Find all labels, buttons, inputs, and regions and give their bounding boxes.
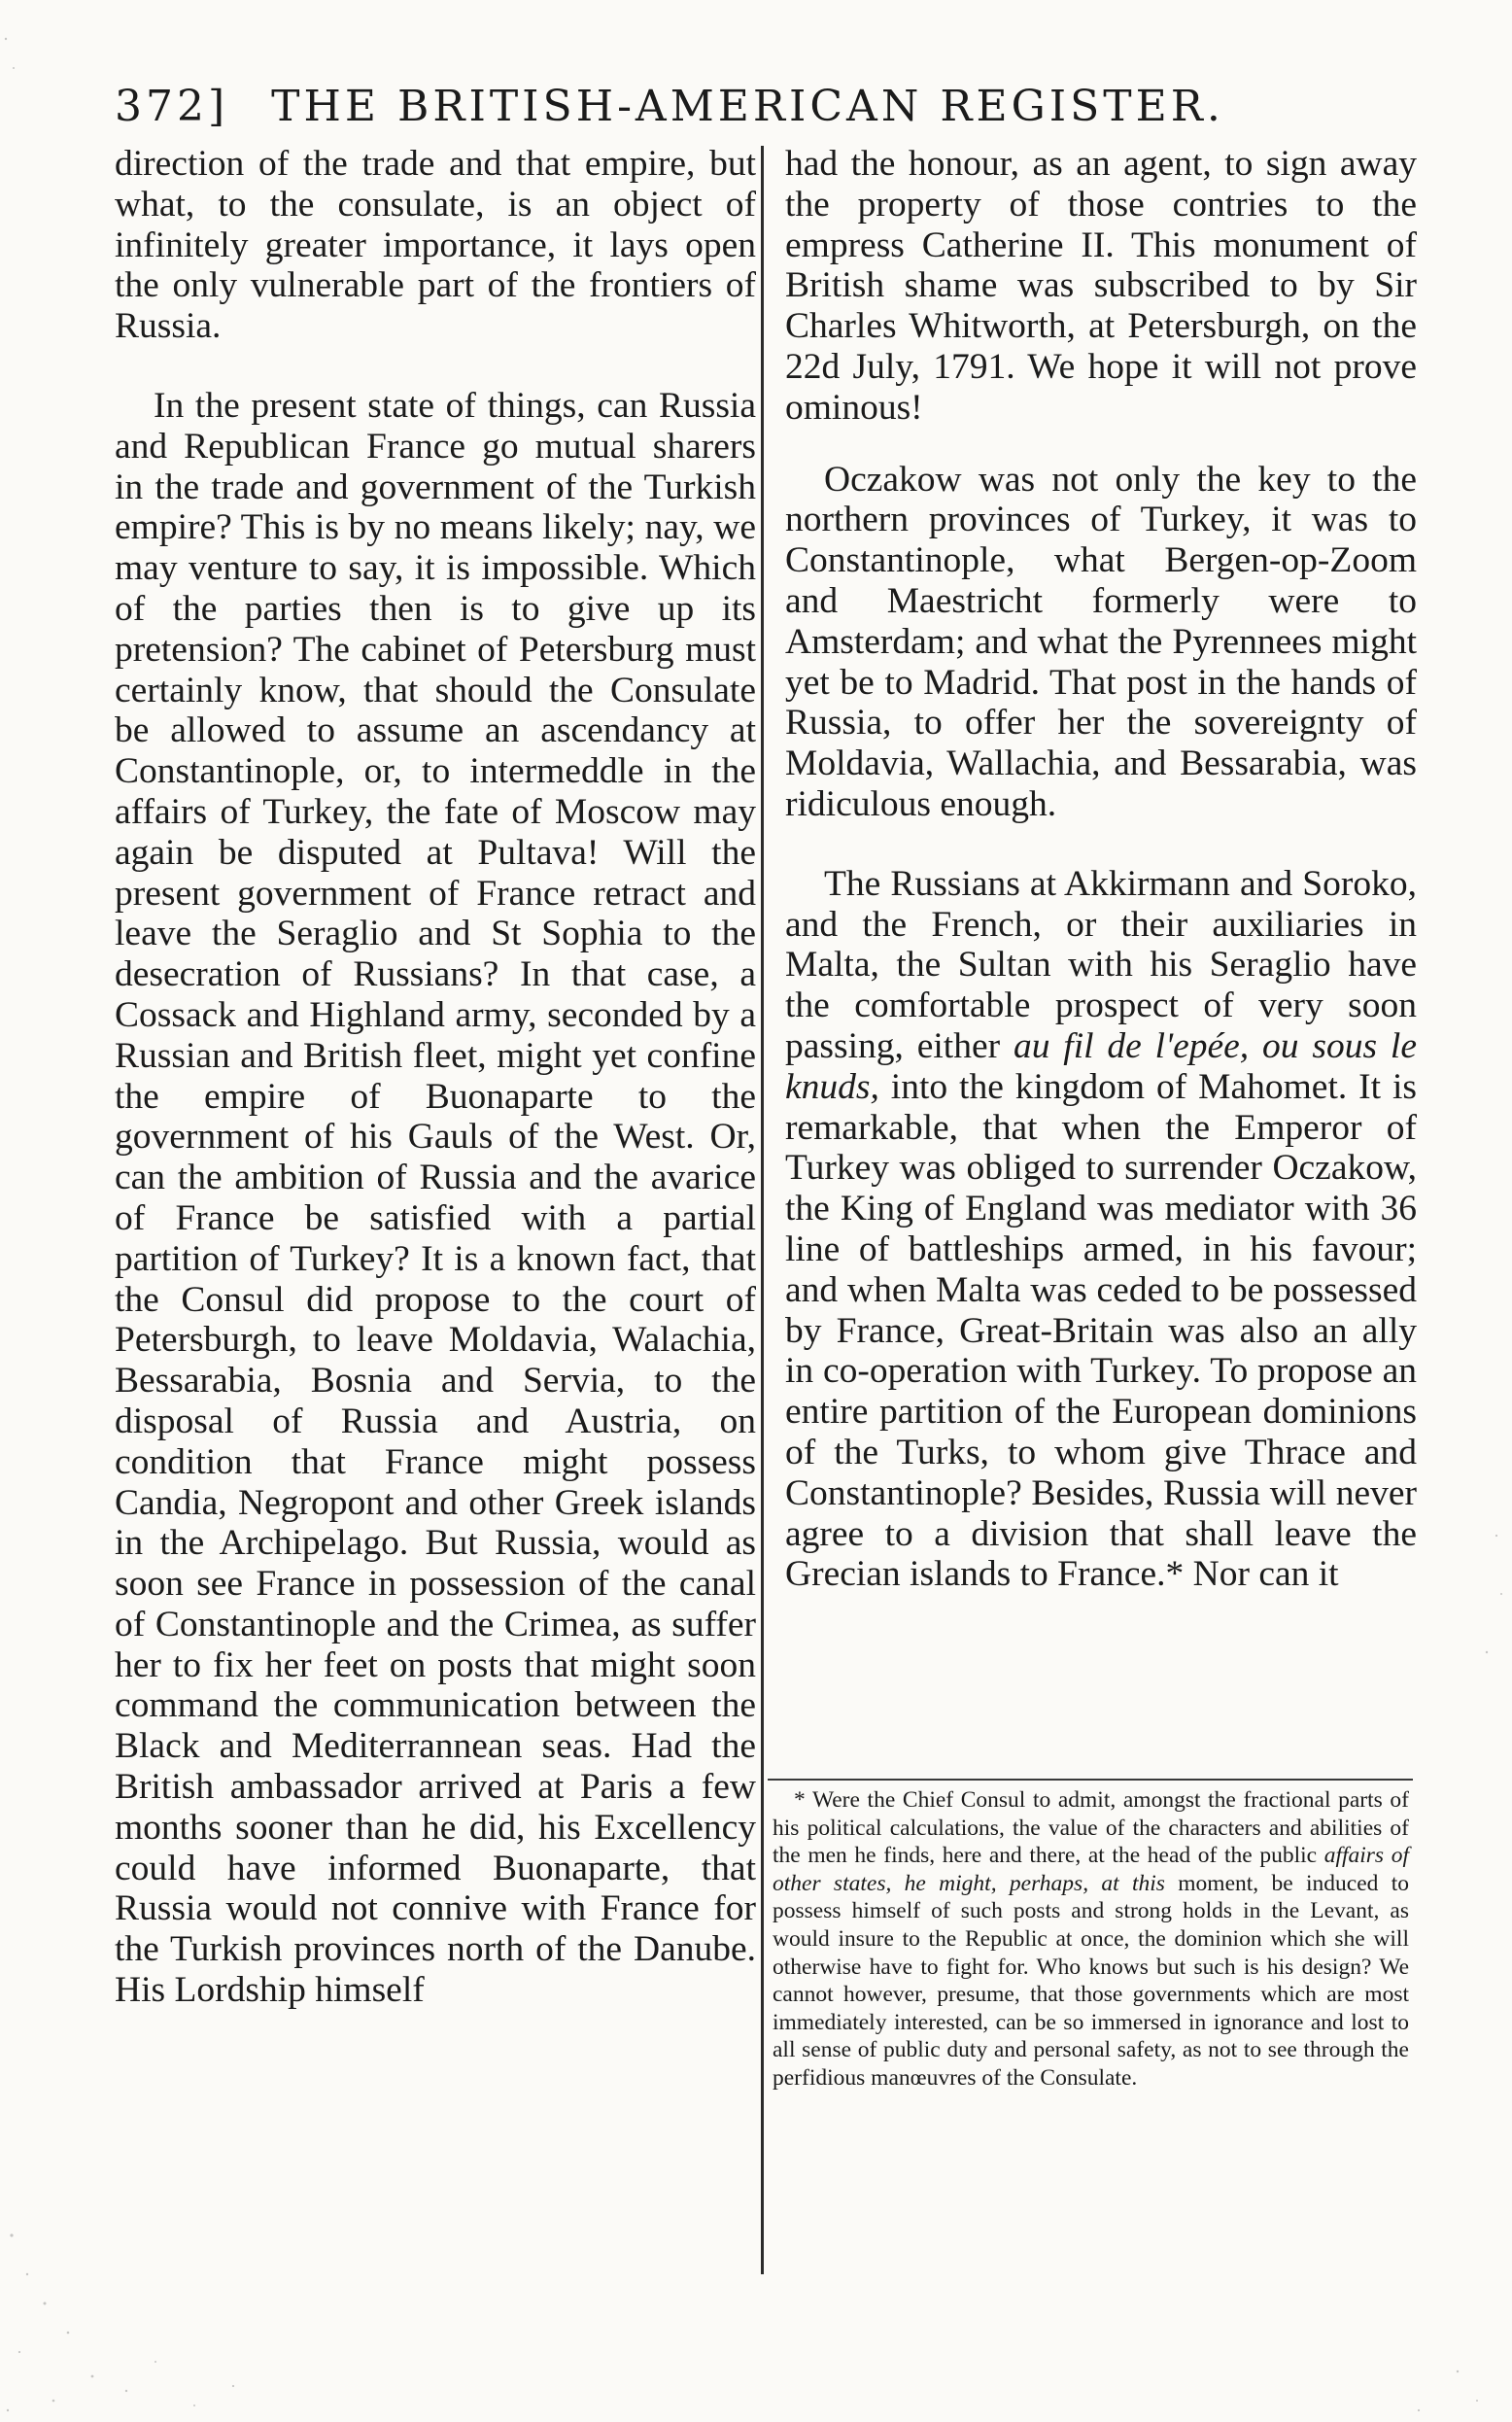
footnote-marker: *: [794, 1787, 806, 1813]
page-number: 372]: [115, 82, 229, 131]
right-paragraph-3: [785, 864, 1417, 1595]
footnote-italic: affairs of other states, he might, perhaps, at this: [773, 1843, 1409, 1896]
left-paragraph-1: direction of the trade and that empire, but what, to the consulate, is an object of infinitely greater importance, it lays open the only vulnerable part of the frontiers of Russia.: [115, 144, 756, 347]
right-paragraph-3-italic: au fil de l'epée, ou sous le knuds,: [785, 1025, 1417, 1107]
right-paragraph-3-text-a: The Russians at Akkirmann and Soroko, and the French, or their auxiliaries in Malta, the Sultan with his Seraglio have the comfortable prospect of very soon passing, either: [785, 863, 1417, 1066]
right-paragraph-2: Oczakow was not only the key to the northern provinces of Turkey, it was to Constantinople, what Bergen-op-Zoom and Maestricht formerly were to Amsterdam; and what the Pyrennees might yet be to Madrid. That post in the hands of Russia, to offer her the sovereignty of Moldavia, Wallachia, and Bessarabia, was ridiculous enough.: [785, 459, 1417, 824]
column-divider: [761, 146, 764, 2274]
left-paragraph-2: In the present state of things, can Russia and Republican France go mutual sharers in the trade and government of the Turkish empire? This is by no means likely; nay, we may venture to say, it is impossible. Which of the parties then is to give up its pretension? The cabinet of Petersburg must certainly know, that should the Consulate be allowed to assume an ascendancy at Constantinople, or, to intermeddle in the affairs of Turkey, the fate of Moscow may again be disputed at Pultava! Will the present government of France retract and leave the Seraglio and St Sophia to the desecration of Russians? In that case, a Cossack and Highland army, seconded by a Russian and British fleet, might yet confine the empire of Buonaparte to the government of his Gauls of the West. Or, can the ambition of Russia and the avarice of France be satisfied with a partial partition of Turkey? It is a known fact, that the Consul did propose to the court of Petersburgh, to leave Moldavia, Walachia, Bessarabia, Bosnia and Servia, to the disposal of Russia and Austria, on condition that France might possess Candia, Negropont and other Greek islands in the Archipelago. But Russia, would as soon see France in possession of the canal of Constantinople and the Crimea, as suffer her to fix her feet on posts that might soon command the communication between the Black and Mediterrannean seas. Had the British ambassador arrived at Paris a few months sooner than he did, his Excellency could have informed Buonaparte, that Russia would not connive with France for the Turkish provinces north of the Danube. His Lordship himself: [115, 385, 756, 2011]
footnote-rule: [768, 1779, 1413, 1781]
page-title: THE BRITISH-AMERICAN REGISTER.: [271, 82, 1224, 131]
right-paragraph-1: had the honour, as an agent, to sign away the property of those contries to the empress Catherine II. This monument of British shame was subscribed to by Sir Charles Whitworth, at Petersburgh, on the 22d July, 1791. We hope it will not prove ominous!: [785, 144, 1417, 428]
left-column: [115, 144, 756, 2011]
running-header: [115, 82, 1281, 140]
footnote: [773, 1786, 1409, 2093]
footnote-text-b: moment, be induced to possess himself of such posts and strong holds in the Levant, as would insure to the Republic at once, the dominion which she will otherwise have to fight for. Who knows but such is his design? We cannot however, presume, that those governments which are most immediately interested, can be so immersed in ignorance and lost to all sense of public duty and personal safety, as not to see through the perfidious manœuvres of the Consulate.: [773, 1870, 1409, 2091]
right-paragraph-3-text-b: into the kingdom of Mahomet. It is remarkable, that when the Emperor of Turkey was obliged to surrender Oczakow, the King of England was mediator with 36 line of battleships armed, in his favour; and when Malta was ceded to be possessed by France, Great-Britain was also an ally in co-operation with Turkey. To propose an entire partition of the European dominions of the Turks, to whom give Thrace and Constantinople? Besides, Russia will never agree to a division that shall leave the Grecian islands to France.* Nor can it: [785, 1066, 1417, 1595]
footnote-text-a: Were the Chief Consul to admit, amongst the fractional parts of his political calculations, the value of the characters and abilities of the men he finds, here and there, at the head of the public: [773, 1787, 1409, 1869]
right-column: [785, 144, 1417, 1595]
